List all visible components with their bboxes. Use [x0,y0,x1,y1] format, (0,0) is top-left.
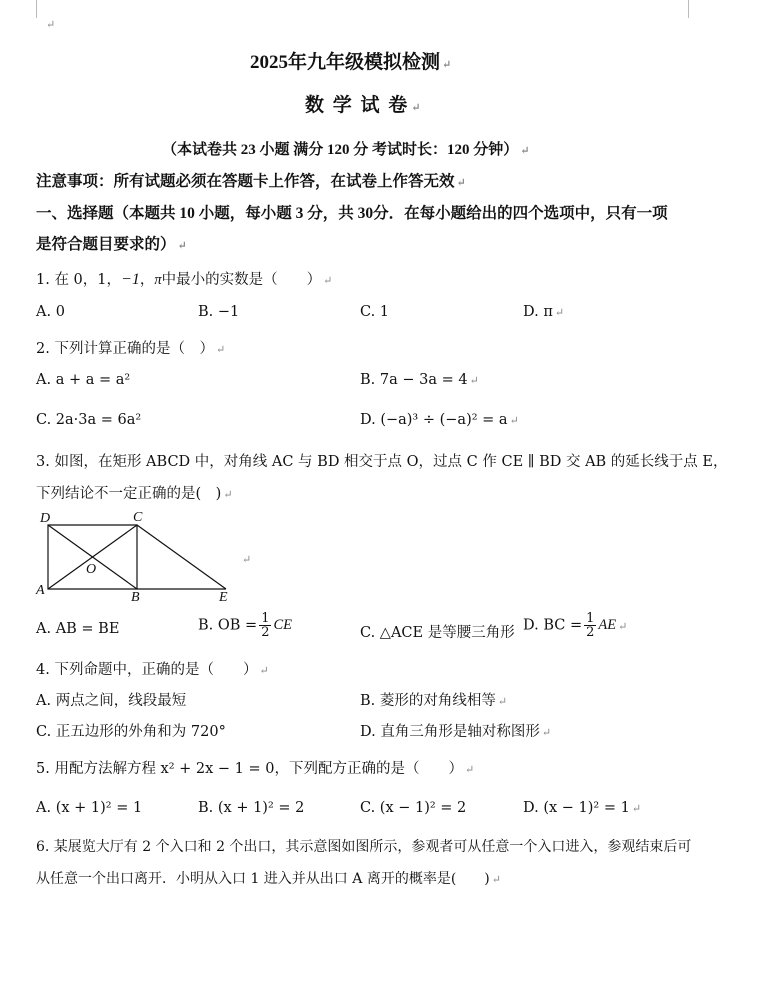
q3-option-c: C. △ACE 是等腰三角形 [360,625,515,641]
fraction-half: $\frac{1}{2}$ [586,611,595,640]
label-o: O [86,562,97,577]
q5-stem: 5. 用配方法解方程 x² + 2x − 1 = 0，下列配方正确的是（ ） ↵ [36,761,475,777]
fraction-half: $\frac{1}{2}$ [261,611,270,640]
q4-option-b: B. 菱形的对角线相等 ↵ [360,693,508,709]
page-edge-left [36,0,37,18]
q3-option-b: B. OB = $\frac{1}{2}$ CE [198,611,292,640]
q4-option-d: D. 直角三角形是轴对称图形 ↵ [360,724,552,740]
q3-option-a: A. AB = BE [36,621,120,637]
label-b: B [131,590,140,605]
q6-stem-line1: 6. 某展览大厅有 2 个入口和 2 个出口，其示意图如图所示，参观者可从任意一个入口进入，参观结束后可 [36,839,692,855]
q1-option-b: B. −1 [198,304,240,320]
q3-stem-line2: 下列结论不一定正确的是( ) ↵ [36,486,233,502]
q5-option-c: C. (x − 1)² = 2 [360,800,467,816]
exam-info: （本试卷共 23 小题 满分 120 分 考试时长：120 分钟） ↵ [162,142,530,158]
section-heading-line2: 是符合题目要求的） ↵ [36,236,187,253]
q4-option-a: A. 两点之间，线段最短 [36,693,187,709]
subject-title: 数 学 试 卷 ↵ [305,95,423,116]
page-edge-right [688,0,689,18]
exam-title: 2025年九年级模拟检测 ↵ [250,52,452,73]
return-mark: ↵ [46,18,56,31]
subject-title-text: 数 学 试 卷 [305,95,410,116]
q5-option-a: A. (x + 1)² = 1 [36,800,143,816]
q1-stem: 1. 在 0，1，−1，π中最小的实数是（ ） ↵ [36,271,333,288]
q4-stem: 4. 下列命题中，正确的是（ ） ↵ [36,662,269,678]
q2-stem: 2. 下列计算正确的是（ ） ↵ [36,341,226,357]
label-a: A [36,583,45,598]
q3-stem-line1: 3. 如图，在矩形 ABCD 中，对角线 AC 与 BD 相交于点 O，过点 C 作 CE ∥ BD 交 AB 的延长线于点 E， [36,454,728,470]
q1-option-a: A. 0 [36,304,65,320]
q5-option-b: B. (x + 1)² = 2 [198,800,305,816]
q2-option-c: C. 2a·3a = 6a² [36,412,142,428]
q3-option-d: D. BC = $\frac{1}{2}$ AE ↵ [523,611,628,640]
label-e: E [219,590,228,605]
q1-option-d: D. π ↵ [523,304,565,320]
label-d: D [40,511,51,526]
q6-stem-line2: 从任意一个出口离开．小明从入口 1 进入并从出口 A 离开的概率是( ) ↵ [36,871,501,887]
q4-option-c: C. 正五边形的外角和为 720° [36,724,226,740]
q2-option-d: D. (−a)³ ÷ (−a)² = a ↵ [360,412,519,428]
q2-option-b: B. 7a − 3a = 4 ↵ [360,372,479,388]
notice: 注意事项：所有试题必须在答题卡上作答，在试卷上作答无效 ↵ [36,173,466,190]
q2-option-a: A. a + a = a² [36,372,131,388]
q1-option-c: C. 1 [360,304,390,320]
q5-option-d: D. (x − 1)² = 1 ↵ [523,800,642,816]
section-heading-line1: 一、选择题（本题共 10 小题，每小题 3 分，共 30分．在每小题给出的四个选项中，只有一项 [36,205,668,222]
exam-title-text: 2025年九年级模拟检测 [250,52,441,73]
segment-ce [137,525,226,589]
label-c: C [133,510,143,525]
q3-figure [30,505,270,605]
